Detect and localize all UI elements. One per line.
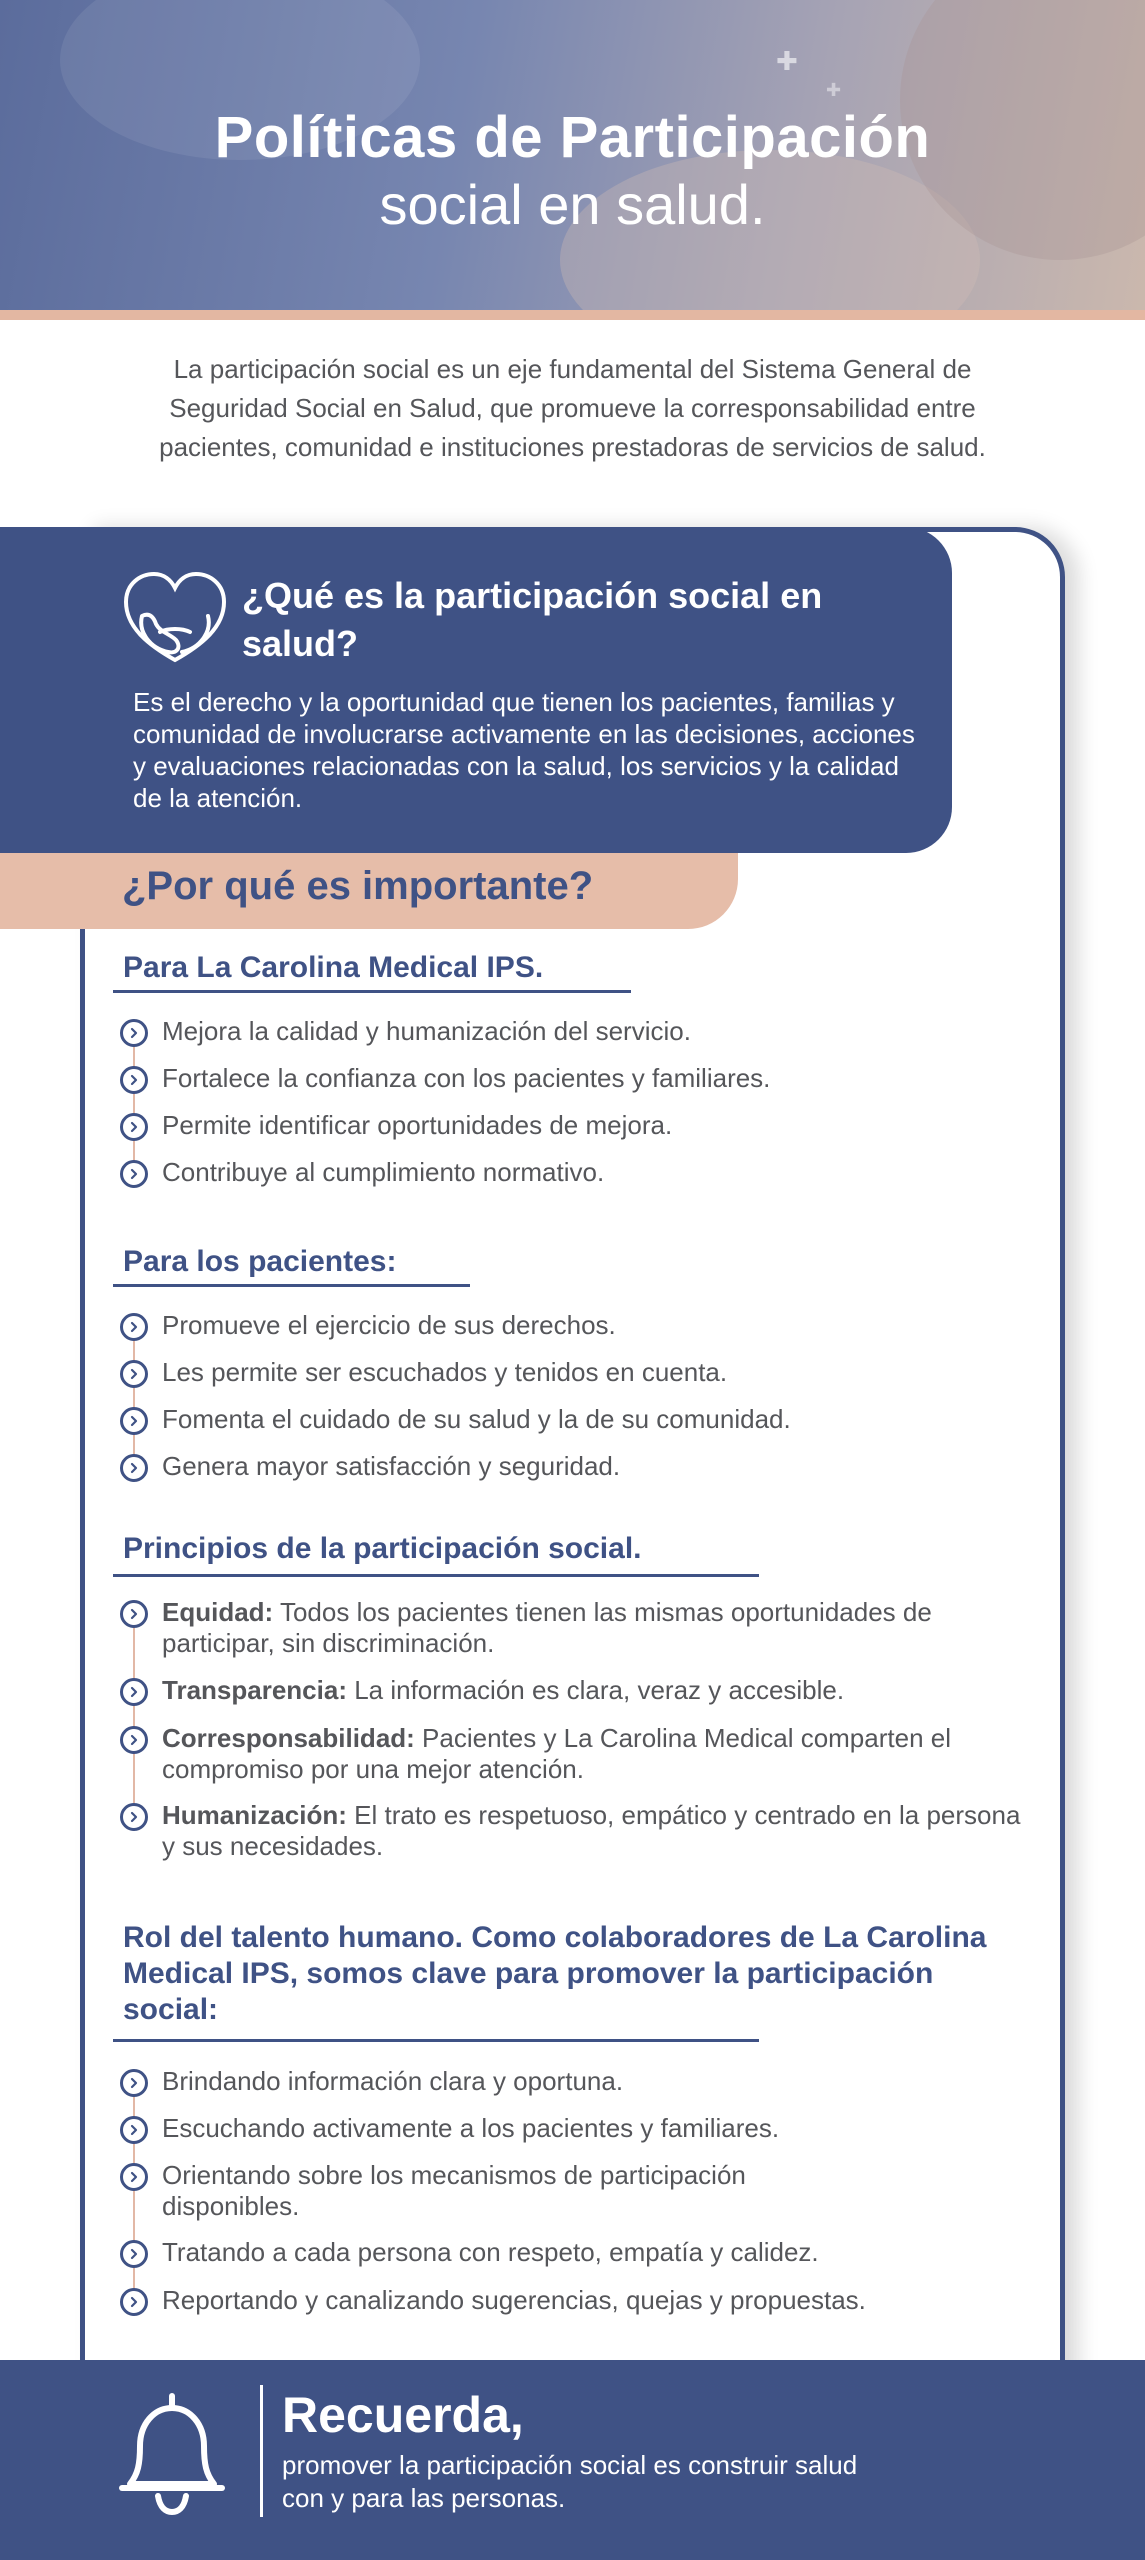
list-item-text: Orientando sobre los mecanismos de participación disponibles. bbox=[162, 2160, 746, 2221]
chevron-right-icon bbox=[120, 1600, 148, 1628]
list-item-text: Promueve el ejercicio de sus derechos. bbox=[162, 1310, 616, 1340]
section-divider bbox=[113, 990, 631, 993]
list-item-text: Brindando información clara y oportuna. bbox=[162, 2066, 624, 2096]
principle-term: Equidad: bbox=[162, 1597, 274, 1627]
hero-accent-band bbox=[0, 310, 1145, 320]
reminder-title: Recuerda, bbox=[282, 2387, 524, 2443]
principle-term: Transparencia: bbox=[162, 1675, 347, 1705]
chevron-right-icon bbox=[120, 1113, 148, 1141]
page-title: Políticas de Participación bbox=[214, 105, 931, 170]
principle-text: Pacientes y La Carolina Medical comparten el compromiso por una mejor atención. bbox=[162, 1723, 951, 1784]
section-title-patients: Para los pacientes: bbox=[123, 1245, 397, 1278]
definition-title: ¿Qué es la participación social en salud? bbox=[242, 575, 823, 664]
chevron-right-icon bbox=[120, 2069, 148, 2097]
list-item-text: Reportando y canalizando sugerencias, quejas y propuestas. bbox=[162, 2285, 866, 2315]
list-item-text: Mejora la calidad y humanización del servicio. bbox=[162, 1016, 691, 1046]
sparkle-icon: ✚ bbox=[776, 46, 798, 76]
list-item-text: Permite identificar oportunidades de mejora. bbox=[162, 1110, 673, 1140]
list-item-text: Tratando a cada persona con respeto, empatía y calidez. bbox=[162, 2237, 819, 2267]
principle-text: El trato es respetuoso, empático y centrado en la persona y sus necesidades. bbox=[162, 1800, 1021, 1861]
sparkle-icon: ✚ bbox=[826, 80, 842, 100]
list-item-text: Fortalece la confianza con los pacientes y familiares. bbox=[162, 1063, 771, 1093]
page-subtitle: social en salud. bbox=[379, 173, 766, 236]
chevron-right-icon bbox=[120, 2288, 148, 2316]
principle-term: Corresponsabilidad: bbox=[162, 1723, 415, 1753]
section-divider bbox=[113, 1574, 759, 1577]
chevron-right-icon bbox=[120, 1066, 148, 1094]
chevron-right-icon bbox=[120, 1160, 148, 1188]
chevron-right-icon bbox=[120, 1454, 148, 1482]
principle-text: La información es clara, veraz y accesible. bbox=[346, 1675, 845, 1705]
principles-list bbox=[120, 1597, 1020, 1867]
section-divider bbox=[113, 1284, 470, 1287]
section-title-role: Rol del talento humano. Como colaboradores de La Carolina Medical IPS, somos clave para promover la participación social: bbox=[123, 1921, 987, 2026]
benefits-patients-list bbox=[120, 1310, 1020, 1481]
list-item-text: Fomenta el cuidado de su salud y la de su comunidad. bbox=[162, 1404, 791, 1434]
list-item-text: Genera mayor satisfacción y seguridad. bbox=[162, 1451, 621, 1481]
definition-text: Es el derecho y la oportunidad que tienen los pacientes, familias y comunidad de involucrarse activamente en las decisiones, acciones y evaluaciones relacionadas con la salud, los servicios y la calidad de la atención. bbox=[133, 687, 915, 813]
principle-text: Todos los pacientes tienen las mismas oportunidades de participar, sin discriminación. bbox=[162, 1597, 932, 1658]
list-item-text: Les permite ser escuchados y tenidos en cuenta. bbox=[162, 1357, 728, 1387]
principle-term: Humanización: bbox=[162, 1800, 347, 1830]
bell-icon bbox=[110, 2388, 234, 2518]
list-item-text: Escuchando activamente a los pacientes y familiares. bbox=[162, 2113, 780, 2143]
chevron-right-icon bbox=[120, 1678, 148, 1706]
chevron-right-icon bbox=[120, 1407, 148, 1435]
chevron-right-icon bbox=[120, 1726, 148, 1754]
heart-hands-icon bbox=[120, 568, 230, 668]
chevron-right-icon bbox=[120, 1360, 148, 1388]
benefits-ips-list bbox=[120, 1016, 1020, 1187]
chevron-right-icon bbox=[120, 1803, 148, 1831]
list-rail bbox=[133, 1326, 135, 1466]
reminder-text: promover la participación social es construir salud con y para las personas. bbox=[282, 2450, 858, 2513]
section-title-principles: Principios de la participación social. bbox=[123, 1532, 642, 1565]
intro-paragraph: La participación social es un eje fundamental del Sistema General de Seguridad Social en Salud, que promueve la corresponsabilidad entre pacientes, comunidad e instituciones prestadoras de servicios de salud. bbox=[159, 354, 986, 462]
list-rail bbox=[133, 1613, 135, 1831]
chevron-right-icon bbox=[120, 2163, 148, 2191]
section-title-ips: Para La Carolina Medical IPS. bbox=[123, 951, 544, 984]
list-item-text: Contribuye al cumplimiento normativo. bbox=[162, 1157, 605, 1187]
section-divider bbox=[113, 2039, 759, 2042]
role-list bbox=[120, 2066, 1020, 2316]
chevron-right-icon bbox=[120, 2116, 148, 2144]
chevron-right-icon bbox=[120, 1019, 148, 1047]
list-rail bbox=[133, 2082, 135, 2302]
footer-divider bbox=[260, 2385, 263, 2517]
chevron-right-icon bbox=[120, 2240, 148, 2268]
chevron-right-icon bbox=[120, 1313, 148, 1341]
importance-title: ¿Por qué es importante? bbox=[122, 864, 594, 908]
list-rail bbox=[133, 1032, 135, 1172]
